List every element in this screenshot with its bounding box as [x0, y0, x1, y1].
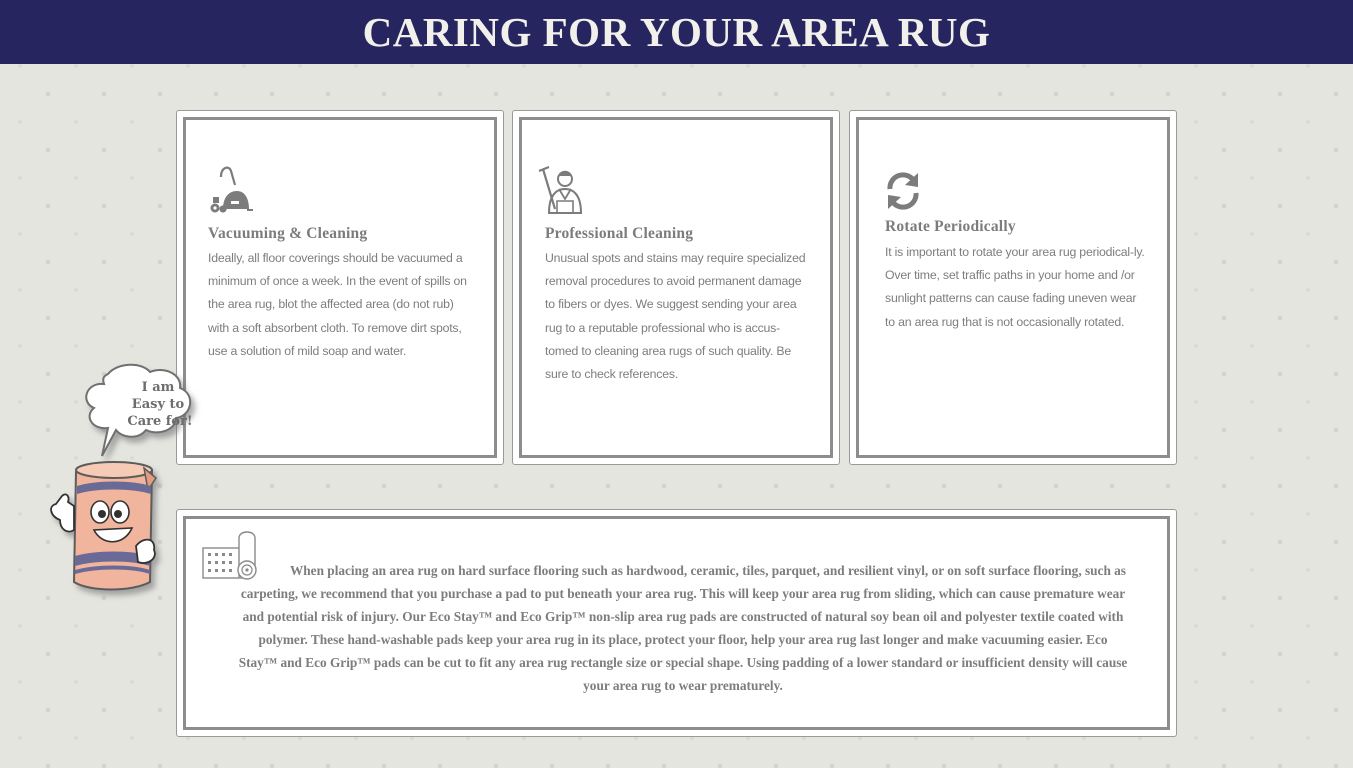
professional-cleaner-icon	[537, 165, 585, 215]
speech-line-1: I am	[141, 380, 175, 395]
rug-mascot-illustration	[40, 360, 240, 610]
card-body: Ideally, all floor coverings should be vacuumed a minimum of once a week. In the event of spills on the area rug, blot the affected area (do not rub) with a soft absorbent cloth. To remove dirt spots, use a solution of mild soap and water.	[208, 251, 467, 358]
speech-line-2: Easy to	[131, 397, 185, 412]
card-title: Vacuuming & Cleaning	[208, 225, 368, 242]
card-rotate	[849, 110, 1177, 465]
page-title: CARING FOR YOUR AREA RUG	[362, 9, 991, 55]
rotate-icon	[884, 171, 922, 211]
card-title: Professional Cleaning	[545, 225, 694, 242]
header-banner	[0, 0, 1353, 64]
card-title: Rotate Periodically	[885, 218, 1016, 235]
speech-line-3: Care for!	[127, 414, 193, 429]
rug-character	[51, 462, 156, 590]
vacuum-cleaner-icon	[209, 163, 255, 213]
card-body: Unusual spots and stains may require specialized removal procedures to avoid permanent damage to fibers or dyes. We suggest sending your area rug to a reputable professional who is accus-tomed to cleaning area rugs of such quality. Be sure to check references.	[545, 251, 806, 382]
rug-pad-description: When placing an area rug on hard surface flooring such as hardwood, ceramic, tiles, parquet, and resilient vinyl, or on soft surface flooring, such as carpeting, we recommend that you purchase a pad to put beneath your area rug. This will keep your area rug from sliding, which can cause premature wear and potential risk of injury. Our Eco Stay™ and Eco Grip™ non-slip area rug pads are constructed of natural soy bean oil and polyester textile coated with polymer. These hand-washable pads keep your area rug in its place, protect your floor, help your area rug last longer and make vacuuming easier. Eco Stay™ and Eco Grip™ pads can be cut to fit any area rug rectangle size or special shape. Using padding of a lower standard or insufficient density will cause your area rug to wear prematurely.	[238, 563, 1128, 693]
card-body: It is important to rotate your area rug periodical-ly. Over time, set traffic paths in your home and /or sunlight patterns can cause fading uneven wear to an area rug that is not occasionally rotated.	[885, 245, 1145, 329]
card-professional-cleaning	[512, 110, 840, 465]
